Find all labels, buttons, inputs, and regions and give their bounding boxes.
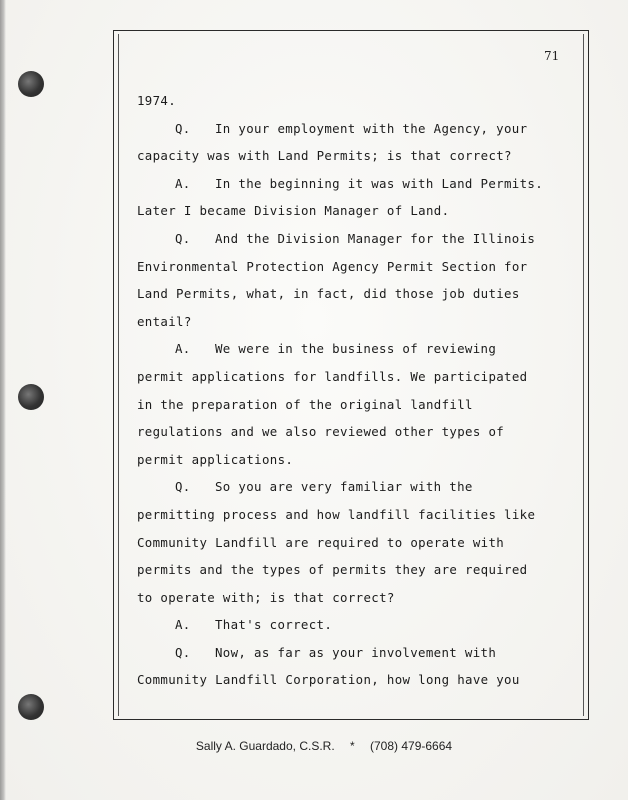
transcript-body [137, 87, 567, 694]
transcript-line [137, 308, 567, 336]
transcript-line [137, 418, 567, 446]
scan-edge-shadow [0, 0, 6, 800]
transcript-line [137, 666, 567, 694]
transcript-line [137, 501, 567, 529]
line-text: entail? [137, 313, 192, 329]
line-text: In your employment with the Agency, your [215, 120, 528, 136]
transcript-line [137, 170, 567, 198]
speaker-label: A. [175, 617, 191, 633]
binder-hole [18, 71, 44, 97]
transcript-line [137, 446, 567, 474]
line-text: permitting process and how landfill facilities like [137, 506, 536, 522]
line-text: regulations and we also reviewed other types of [137, 424, 505, 440]
line-text: in the preparation of the original landfill [137, 396, 473, 412]
transcript-line [137, 473, 567, 501]
line-text: capacity was with Land Permits; is that correct? [137, 148, 512, 164]
line-text: Community Landfill are required to operate with [137, 534, 505, 550]
transcript-line [137, 584, 567, 612]
line-text: We were in the business of reviewing [215, 341, 497, 357]
speaker-label: Q. [175, 644, 191, 660]
line-text: permit applications for landfills. We participated [137, 368, 528, 384]
speaker-label: Q. [175, 230, 191, 246]
line-text: Land Permits, what, in fact, did those job duties [137, 286, 520, 302]
line-text: 1974. [137, 93, 177, 108]
speaker-label: A. [175, 175, 191, 191]
transcript-line [137, 556, 567, 584]
line-text: That's correct. [215, 617, 333, 633]
line-text: permit applications. [137, 451, 294, 467]
transcript-line [137, 142, 567, 170]
transcript-line [137, 280, 567, 308]
line-text: Later I became Division Manager of Land. [137, 203, 450, 219]
transcript-line [137, 115, 567, 143]
transcript-line [137, 335, 567, 363]
line-text: to operate with; is that correct? [137, 589, 395, 605]
transcript-line [137, 529, 567, 557]
transcript-line [137, 611, 567, 639]
transcript-line [137, 253, 567, 281]
transcript-line [137, 197, 567, 225]
transcript-line [137, 391, 567, 419]
binder-hole [18, 694, 44, 720]
speaker-label: Q. [175, 479, 191, 495]
page-number: 71 [544, 49, 560, 63]
reporter-name: Sally A. Guardado, C.S.R. [195, 739, 335, 753]
line-text: Now, as far as your involvement with [215, 644, 497, 660]
transcript-line [137, 363, 567, 391]
footer-separator: * [350, 739, 355, 753]
line-text: In the beginning it was with Land Permits. [215, 175, 544, 191]
reporter-phone: (708) 479-6664 [370, 739, 453, 753]
transcript-line [137, 225, 567, 253]
transcript-line [137, 639, 567, 667]
line-text: So you are very familiar with the [215, 479, 473, 495]
line-text: Community Landfill Corporation, how long have you [137, 672, 520, 688]
line-text: And the Division Manager for the Illinois [215, 230, 536, 246]
transcript-line [137, 87, 567, 115]
speaker-label: A. [175, 341, 191, 357]
reporter-footer [0, 739, 628, 753]
line-text: Environmental Protection Agency Permit Section for [137, 258, 528, 274]
binder-hole [18, 384, 44, 410]
speaker-label: Q. [175, 120, 191, 136]
line-text: permits and the types of permits they are required [137, 562, 528, 578]
